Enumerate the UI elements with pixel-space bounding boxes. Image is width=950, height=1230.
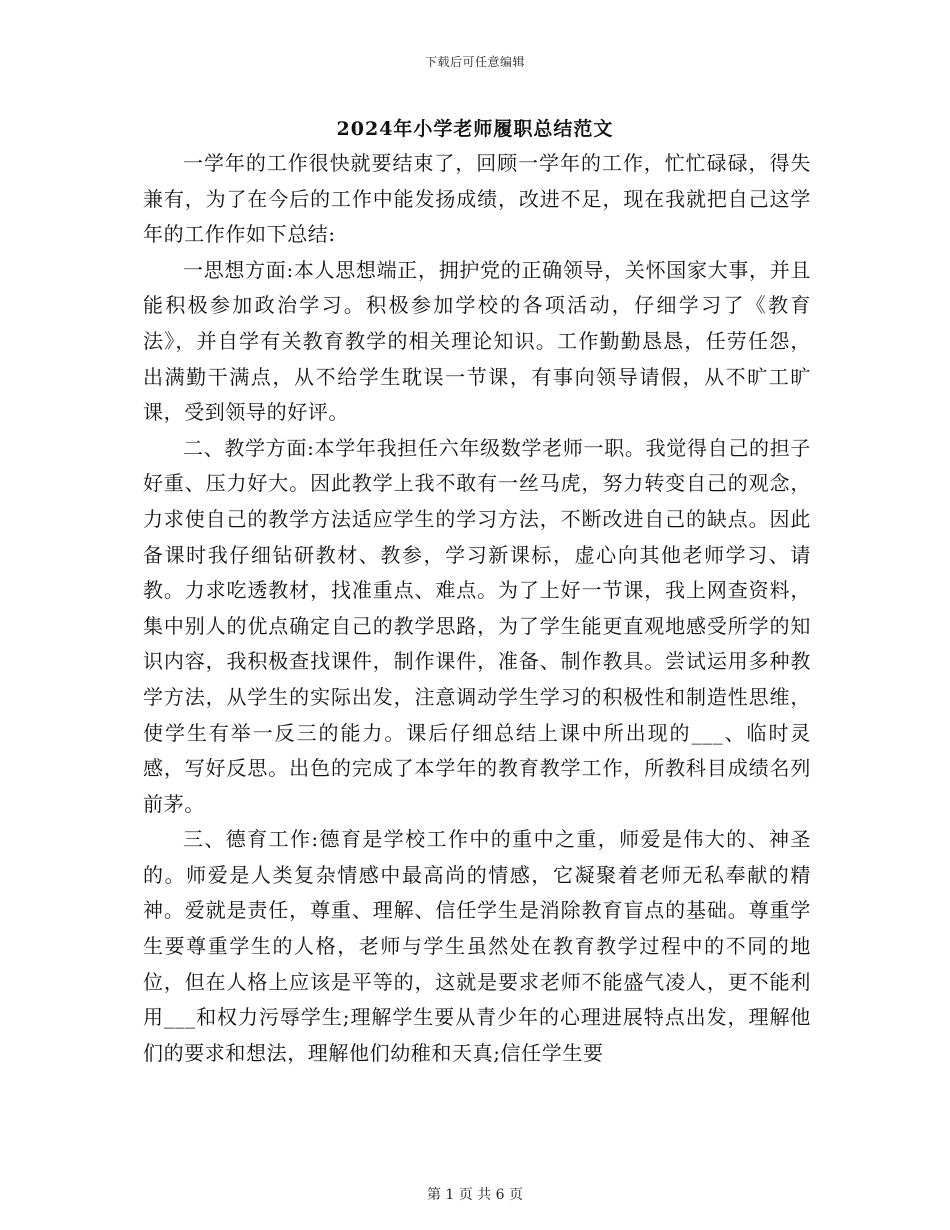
page-number: 第 1 页 共 6 页 (426, 1187, 524, 1203)
document-body (143, 146, 811, 1071)
header-note: 下载后可任意编辑 (424, 55, 525, 69)
paragraph-intro: 一学年的工作很快就要结束了，回顾一学年的工作，忙忙碌碌，得失兼有，为了在今后的工作中能发扬成绩，改进不足，现在我就把自己这学年的工作作如下总结: (143, 151, 811, 247)
document-title: 2024年小学老师履职总结范文 (336, 118, 614, 140)
paragraph-ideology: 一思想方面:本人思想端正，拥护党的正确领导，关怀国家大事，并且能积极参加政治学习。积极参加学校的各项活动，仔细学习了《教育法》，并自学有关教育教学的相关理论知识。工作勤勤恳恳，任劳任怨，出满勤干满点，从不给学生耽误一节课，有事向领导请假，从不旷工旷课，受到领导的好评。 (143, 257, 811, 425)
paragraph-moral-education: 三、德育工作:德育是学校工作中的重中之重，师爱是伟大的、神圣的。师爱是人类复杂情感中最高尚的情感，它凝聚着老师无私奉献的精神。爱就是责任，尊重、理解、信任学生是消除教育盲点的基础。尊重学生要尊重学生的人格，老师与学生虽然处在教育教学过程中的不同的地位，但在人格上应该是平等的，这就是要求老师不能盛气凌人，更不能利用___和权力污辱学生;理解学生要从青少年的心理进展特点出发，理解他们的要求和想法，理解他们幼稚和天真;信任学生要 (143, 827, 811, 1065)
paragraph-teaching: 二、教学方面:本学年我担任六年级数学老师一职。我觉得自己的担子好重、压力好大。因此教学上我不敢有一丝马虎，努力转变自己的观念，力求使自己的教学方法适应学生的学习方法，不断改进自己的缺点。因此备课时我仔细钻研教材、教参，学习新课标，虚心向其他老师学习、请教。力求吃透教材，找准重点、难点。为了上好一节课，我上网查资料，集中别人的优点确定自己的教学思路，为了学生能更直观地感受所学的知识内容，我积极查找课件，制作课件，准备、制作教具。尝试运用多种教学方法，从学生的实际出发，注意调动学生学习的积极性和制造性思维，使学生有举一反三的能力。课后仔细总结上课中所出现的___、临时灵感，写好反思。出色的完成了本学年的教育教学工作，所教科目成绩名列前茅。 (143, 435, 811, 816)
